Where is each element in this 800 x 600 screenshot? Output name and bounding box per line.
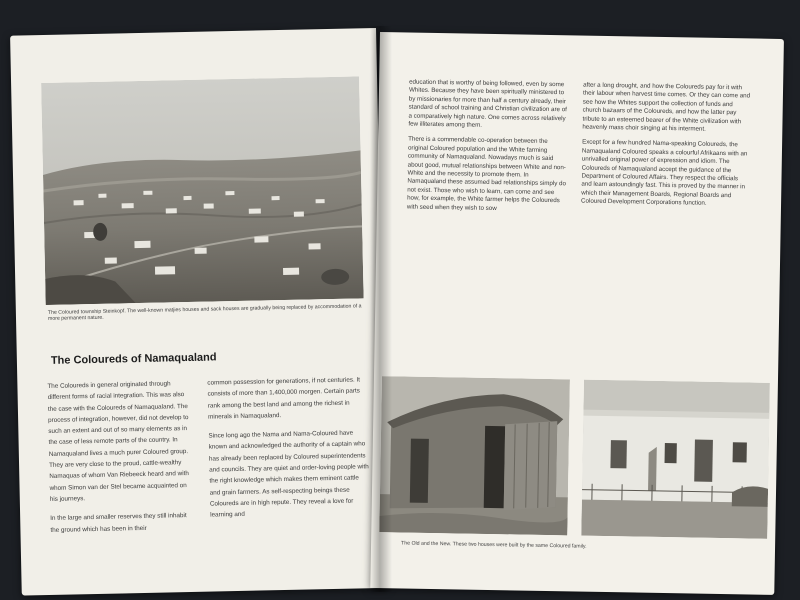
paragraph: Since long ago the Nama and Nama-Coloured have known and acknowledged the authority of a captain who has already been replaced by Coloured superintendents and councils. They are quiet and order-loving people with the right knowledge which makes them eminent cattle and grain farmers. As self-respecting beings these Coloureds are in high repute. They reveal a love for learning and [208, 429, 369, 519]
left-column-1 [47, 378, 196, 544]
paragraph: common possession for generations, if not centuries. It consists of more than 1,400,000 morgen. Certain parts rank among the best land and among the richest in minerals in Namaqualand. [207, 376, 361, 421]
paragraph: education that is worthy of being followed, even by some Whites. Because they have been spiritually ministered to by missionaries for more than half a century already, their standard of school training and Christian civilization are of a comparatively high nature. One comes across relatively few illiterates among them. [408, 78, 567, 129]
new-house-photo [581, 380, 770, 539]
paragraph: The Coloureds in general originated through different forms of racial integration. This was also the case with the Coloureds of Namaqualand. The process of integration, however, did not develop to such an extent and out of so many elements as in the case of less remote parts of the country. In Namaqualand lives a much purer Coloured group. They are very close to the proud, cattle-wealthy Namaquas of whom Van Riebeeck heard and with whom Simon van der Stel became acquainted on his journeys. [47, 380, 189, 503]
paragraph: after a long drought, and how the Coloureds pay for it with their labour when harvest time comes. Or they can come and see how the Whites support the collection of funds and church bazaars of the Coloureds, and how the latter pay tribute to an esteemed bearer of the White civilization with heavenly mass choir singing at his interment. [582, 81, 751, 133]
right-page [370, 32, 784, 595]
township-landscape-image [41, 76, 364, 305]
township-photo [41, 76, 364, 305]
new-house-image [581, 380, 770, 539]
left-column-2 [207, 374, 370, 529]
paragraph: There is a commendable co-operation between the original Coloured population and the White farming community of Namaqualand. Nowadays much is said about good, mutual relationships between White and non-White and the necessity to promote them. In Namaqualand these assumed bad relationships simply do not exist. Those who wish to learn, can come and see how, for example, the White farmer helps the Coloureds with seed when they wish to sow [406, 135, 566, 212]
houses-photo-caption: The Old and the New. These two houses were built by the same Coloured family. [401, 540, 587, 550]
right-column-2 [581, 82, 751, 217]
page-heading: The Coloureds of Namaqualand [50, 351, 217, 367]
left-page [10, 28, 388, 596]
brochure-spread [10, 18, 788, 588]
right-column-1 [407, 79, 569, 222]
paragraph: In the large and smaller reserves they still inhabit the ground which has been in their [50, 512, 187, 534]
old-house-image [379, 376, 570, 535]
township-photo-caption: The Coloured township Steinkopf. The well-known matjies houses and sack houses are gradually being replaced by accommodation of a more permanent nature. [47, 303, 362, 323]
paragraph: Except for a few hundred Nama-speaking Coloureds, the Namaqualand Coloured speaks a colourful Afrikaans with an unrivalled original power of expression and idiom. The Coloureds of Namaqualand accept the guidance of the Department of Coloured Affairs. They respect the officials and learn astoundingly fast. This is proved by the manner in which their Management Boards, Regional Boards and Coloured Development Corporations function. [581, 138, 748, 208]
old-house-photo [379, 376, 570, 535]
